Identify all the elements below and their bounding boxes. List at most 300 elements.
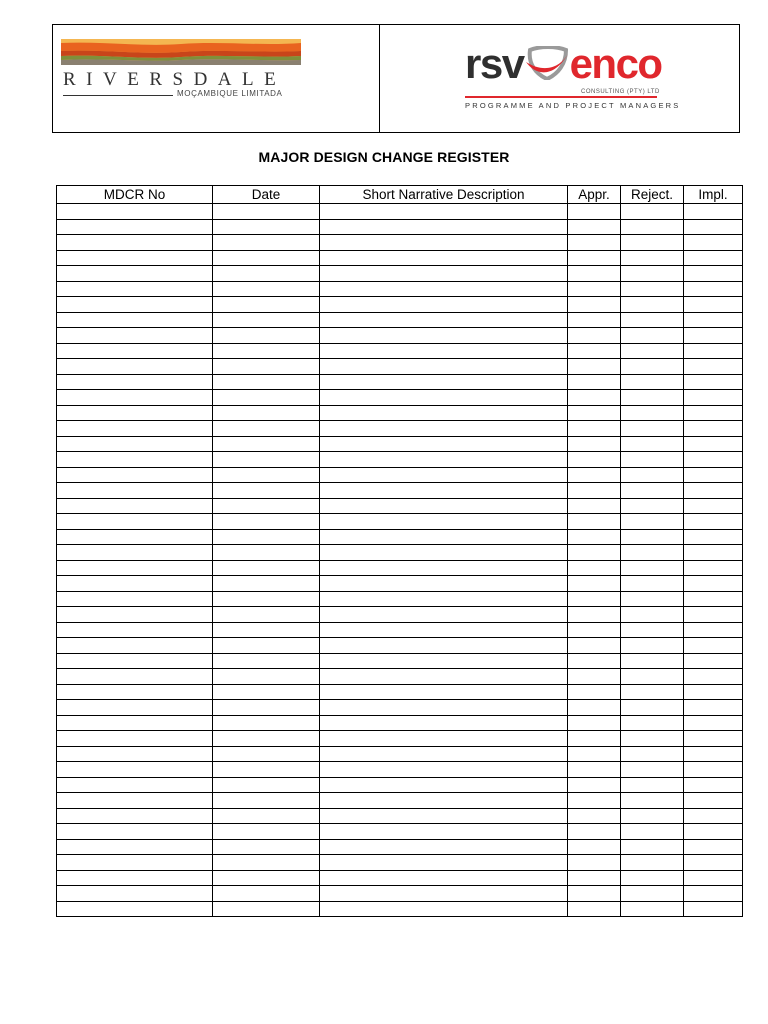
cell-description[interactable] bbox=[320, 762, 568, 778]
cell-implemented[interactable] bbox=[684, 715, 743, 731]
cell-mdcr-no[interactable] bbox=[57, 746, 213, 762]
cell-description[interactable] bbox=[320, 204, 568, 220]
cell-mdcr-no[interactable] bbox=[57, 281, 213, 297]
cell-rejected[interactable] bbox=[621, 312, 684, 328]
cell-implemented[interactable] bbox=[684, 514, 743, 530]
cell-approved[interactable] bbox=[568, 219, 621, 235]
cell-mdcr-no[interactable] bbox=[57, 483, 213, 499]
cell-description[interactable] bbox=[320, 793, 568, 809]
cell-implemented[interactable] bbox=[684, 886, 743, 902]
cell-date[interactable] bbox=[213, 297, 320, 313]
cell-date[interactable] bbox=[213, 235, 320, 251]
cell-rejected[interactable] bbox=[621, 793, 684, 809]
cell-date[interactable] bbox=[213, 467, 320, 483]
cell-date[interactable] bbox=[213, 762, 320, 778]
cell-mdcr-no[interactable] bbox=[57, 390, 213, 406]
cell-date[interactable] bbox=[213, 653, 320, 669]
cell-approved[interactable] bbox=[568, 576, 621, 592]
table-row bbox=[57, 808, 743, 824]
cell-approved[interactable] bbox=[568, 312, 621, 328]
cell-mdcr-no[interactable] bbox=[57, 421, 213, 437]
cell-rejected[interactable] bbox=[621, 359, 684, 375]
cell-mdcr-no[interactable] bbox=[57, 731, 213, 747]
cell-mdcr-no[interactable] bbox=[57, 855, 213, 871]
cell-date[interactable] bbox=[213, 591, 320, 607]
cell-date[interactable] bbox=[213, 390, 320, 406]
cell-approved[interactable] bbox=[568, 777, 621, 793]
cell-approved[interactable] bbox=[568, 467, 621, 483]
cell-implemented[interactable] bbox=[684, 498, 743, 514]
cell-description[interactable] bbox=[320, 653, 568, 669]
cell-description[interactable] bbox=[320, 483, 568, 499]
cell-mdcr-no[interactable] bbox=[57, 622, 213, 638]
cell-description[interactable] bbox=[320, 529, 568, 545]
cell-approved[interactable] bbox=[568, 281, 621, 297]
cell-mdcr-no[interactable] bbox=[57, 901, 213, 917]
cell-date[interactable] bbox=[213, 266, 320, 282]
cell-mdcr-no[interactable] bbox=[57, 591, 213, 607]
cell-date[interactable] bbox=[213, 529, 320, 545]
cell-approved[interactable] bbox=[568, 560, 621, 576]
cell-approved[interactable] bbox=[568, 483, 621, 499]
cell-approved[interactable] bbox=[568, 669, 621, 685]
cell-date[interactable] bbox=[213, 421, 320, 437]
rsvenco-logo bbox=[465, 40, 681, 118]
cell-rejected[interactable] bbox=[621, 514, 684, 530]
cell-rejected[interactable] bbox=[621, 281, 684, 297]
cell-rejected[interactable] bbox=[621, 591, 684, 607]
cell-implemented[interactable] bbox=[684, 793, 743, 809]
cell-mdcr-no[interactable] bbox=[57, 762, 213, 778]
cell-rejected[interactable] bbox=[621, 374, 684, 390]
cell-approved[interactable] bbox=[568, 715, 621, 731]
cell-approved[interactable] bbox=[568, 808, 621, 824]
cell-implemented[interactable] bbox=[684, 467, 743, 483]
cell-description[interactable] bbox=[320, 250, 568, 266]
cell-approved[interactable] bbox=[568, 405, 621, 421]
cell-rejected[interactable] bbox=[621, 653, 684, 669]
cell-implemented[interactable] bbox=[684, 545, 743, 561]
cell-mdcr-no[interactable] bbox=[57, 560, 213, 576]
cell-rejected[interactable] bbox=[621, 622, 684, 638]
cell-implemented[interactable] bbox=[684, 312, 743, 328]
cell-description[interactable] bbox=[320, 684, 568, 700]
cell-rejected[interactable] bbox=[621, 855, 684, 871]
cell-date[interactable] bbox=[213, 886, 320, 902]
cell-rejected[interactable] bbox=[621, 576, 684, 592]
cell-description[interactable] bbox=[320, 607, 568, 623]
cell-implemented[interactable] bbox=[684, 297, 743, 313]
cell-date[interactable] bbox=[213, 793, 320, 809]
cell-description[interactable] bbox=[320, 266, 568, 282]
cell-date[interactable] bbox=[213, 514, 320, 530]
cell-rejected[interactable] bbox=[621, 467, 684, 483]
cell-implemented[interactable] bbox=[684, 250, 743, 266]
cell-date[interactable] bbox=[213, 560, 320, 576]
cell-rejected[interactable] bbox=[621, 762, 684, 778]
cell-rejected[interactable] bbox=[621, 808, 684, 824]
cell-description[interactable] bbox=[320, 467, 568, 483]
cell-mdcr-no[interactable] bbox=[57, 576, 213, 592]
cell-implemented[interactable] bbox=[684, 684, 743, 700]
cell-implemented[interactable] bbox=[684, 405, 743, 421]
cell-implemented[interactable] bbox=[684, 901, 743, 917]
cell-mdcr-no[interactable] bbox=[57, 684, 213, 700]
table-row bbox=[57, 669, 743, 685]
cell-implemented[interactable] bbox=[684, 746, 743, 762]
cell-date[interactable] bbox=[213, 219, 320, 235]
cell-rejected[interactable] bbox=[621, 715, 684, 731]
cell-description[interactable] bbox=[320, 374, 568, 390]
cell-approved[interactable] bbox=[568, 591, 621, 607]
cell-description[interactable] bbox=[320, 390, 568, 406]
cell-rejected[interactable] bbox=[621, 700, 684, 716]
cell-date[interactable] bbox=[213, 328, 320, 344]
cell-date[interactable] bbox=[213, 870, 320, 886]
cell-implemented[interactable] bbox=[684, 777, 743, 793]
cell-mdcr-no[interactable] bbox=[57, 545, 213, 561]
cell-implemented[interactable] bbox=[684, 343, 743, 359]
cell-approved[interactable] bbox=[568, 250, 621, 266]
cell-implemented[interactable] bbox=[684, 808, 743, 824]
cell-date[interactable] bbox=[213, 312, 320, 328]
cell-date[interactable] bbox=[213, 824, 320, 840]
cell-approved[interactable] bbox=[568, 607, 621, 623]
cell-mdcr-no[interactable] bbox=[57, 839, 213, 855]
table-row bbox=[57, 467, 743, 483]
cell-approved[interactable] bbox=[568, 343, 621, 359]
cell-description[interactable] bbox=[320, 700, 568, 716]
cell-mdcr-no[interactable] bbox=[57, 266, 213, 282]
cell-date[interactable] bbox=[213, 452, 320, 468]
cell-date[interactable] bbox=[213, 405, 320, 421]
cell-rejected[interactable] bbox=[621, 343, 684, 359]
cell-approved[interactable] bbox=[568, 359, 621, 375]
cell-mdcr-no[interactable] bbox=[57, 529, 213, 545]
cell-description[interactable] bbox=[320, 235, 568, 251]
cell-approved[interactable] bbox=[568, 839, 621, 855]
cell-date[interactable] bbox=[213, 281, 320, 297]
cell-mdcr-no[interactable] bbox=[57, 374, 213, 390]
cell-date[interactable] bbox=[213, 715, 320, 731]
cell-description[interactable] bbox=[320, 297, 568, 313]
cell-date[interactable] bbox=[213, 777, 320, 793]
cell-mdcr-no[interactable] bbox=[57, 359, 213, 375]
cell-description[interactable] bbox=[320, 808, 568, 824]
cell-rejected[interactable] bbox=[621, 498, 684, 514]
cell-rejected[interactable] bbox=[621, 529, 684, 545]
cell-date[interactable] bbox=[213, 374, 320, 390]
cell-date[interactable] bbox=[213, 250, 320, 266]
cell-approved[interactable] bbox=[568, 886, 621, 902]
cell-mdcr-no[interactable] bbox=[57, 715, 213, 731]
cell-mdcr-no[interactable] bbox=[57, 312, 213, 328]
cell-description[interactable] bbox=[320, 855, 568, 871]
cell-description[interactable] bbox=[320, 436, 568, 452]
cell-approved[interactable] bbox=[568, 235, 621, 251]
riversdale-logo bbox=[61, 37, 306, 117]
cell-mdcr-no[interactable] bbox=[57, 870, 213, 886]
cell-approved[interactable] bbox=[568, 731, 621, 747]
cell-approved[interactable] bbox=[568, 374, 621, 390]
cell-date[interactable] bbox=[213, 638, 320, 654]
table-row bbox=[57, 700, 743, 716]
cell-description[interactable] bbox=[320, 669, 568, 685]
cell-date[interactable] bbox=[213, 700, 320, 716]
cell-approved[interactable] bbox=[568, 328, 621, 344]
cell-implemented[interactable] bbox=[684, 839, 743, 855]
cell-rejected[interactable] bbox=[621, 824, 684, 840]
cell-description[interactable] bbox=[320, 219, 568, 235]
table-row bbox=[57, 746, 743, 762]
cell-description[interactable] bbox=[320, 452, 568, 468]
register-body bbox=[57, 204, 743, 917]
cell-description[interactable] bbox=[320, 715, 568, 731]
cell-implemented[interactable] bbox=[684, 235, 743, 251]
cell-rejected[interactable] bbox=[621, 421, 684, 437]
cell-rejected[interactable] bbox=[621, 235, 684, 251]
cell-description[interactable] bbox=[320, 343, 568, 359]
cell-description[interactable] bbox=[320, 359, 568, 375]
cell-mdcr-no[interactable] bbox=[57, 886, 213, 902]
cell-approved[interactable] bbox=[568, 514, 621, 530]
cell-implemented[interactable] bbox=[684, 204, 743, 220]
cell-mdcr-no[interactable] bbox=[57, 452, 213, 468]
cell-mdcr-no[interactable] bbox=[57, 235, 213, 251]
cell-date[interactable] bbox=[213, 576, 320, 592]
cell-rejected[interactable] bbox=[621, 436, 684, 452]
cell-description[interactable] bbox=[320, 622, 568, 638]
cell-mdcr-no[interactable] bbox=[57, 467, 213, 483]
cell-approved[interactable] bbox=[568, 793, 621, 809]
cell-mdcr-no[interactable] bbox=[57, 436, 213, 452]
cell-description[interactable] bbox=[320, 421, 568, 437]
cell-description[interactable] bbox=[320, 405, 568, 421]
cell-mdcr-no[interactable] bbox=[57, 328, 213, 344]
cell-mdcr-no[interactable] bbox=[57, 808, 213, 824]
cell-description[interactable] bbox=[320, 839, 568, 855]
cell-rejected[interactable] bbox=[621, 886, 684, 902]
cell-mdcr-no[interactable] bbox=[57, 250, 213, 266]
table-row bbox=[57, 824, 743, 840]
cell-approved[interactable] bbox=[568, 638, 621, 654]
table-row bbox=[57, 576, 743, 592]
cell-rejected[interactable] bbox=[621, 870, 684, 886]
cell-approved[interactable] bbox=[568, 545, 621, 561]
cell-implemented[interactable] bbox=[684, 638, 743, 654]
cell-description[interactable] bbox=[320, 560, 568, 576]
cell-date[interactable] bbox=[213, 436, 320, 452]
cell-implemented[interactable] bbox=[684, 700, 743, 716]
cell-implemented[interactable] bbox=[684, 653, 743, 669]
cell-approved[interactable] bbox=[568, 390, 621, 406]
cell-rejected[interactable] bbox=[621, 731, 684, 747]
cell-description[interactable] bbox=[320, 824, 568, 840]
table-row bbox=[57, 545, 743, 561]
cell-rejected[interactable] bbox=[621, 777, 684, 793]
cell-date[interactable] bbox=[213, 498, 320, 514]
cell-approved[interactable] bbox=[568, 421, 621, 437]
table-row bbox=[57, 312, 743, 328]
cell-approved[interactable] bbox=[568, 498, 621, 514]
cell-rejected[interactable] bbox=[621, 405, 684, 421]
table-row bbox=[57, 297, 743, 313]
cell-implemented[interactable] bbox=[684, 452, 743, 468]
cell-date[interactable] bbox=[213, 545, 320, 561]
cell-rejected[interactable] bbox=[621, 684, 684, 700]
cell-description[interactable] bbox=[320, 328, 568, 344]
cell-rejected[interactable] bbox=[621, 297, 684, 313]
table-row bbox=[57, 731, 743, 747]
cell-mdcr-no[interactable] bbox=[57, 638, 213, 654]
cell-mdcr-no[interactable] bbox=[57, 297, 213, 313]
cell-approved[interactable] bbox=[568, 762, 621, 778]
cell-rejected[interactable] bbox=[621, 390, 684, 406]
cell-date[interactable] bbox=[213, 684, 320, 700]
cell-mdcr-no[interactable] bbox=[57, 204, 213, 220]
cell-implemented[interactable] bbox=[684, 281, 743, 297]
cell-approved[interactable] bbox=[568, 204, 621, 220]
cell-approved[interactable] bbox=[568, 529, 621, 545]
cell-implemented[interactable] bbox=[684, 219, 743, 235]
cell-implemented[interactable] bbox=[684, 328, 743, 344]
cell-implemented[interactable] bbox=[684, 560, 743, 576]
cell-mdcr-no[interactable] bbox=[57, 777, 213, 793]
cell-implemented[interactable] bbox=[684, 762, 743, 778]
cell-rejected[interactable] bbox=[621, 901, 684, 917]
cell-date[interactable] bbox=[213, 669, 320, 685]
cell-mdcr-no[interactable] bbox=[57, 700, 213, 716]
cell-rejected[interactable] bbox=[621, 266, 684, 282]
cell-date[interactable] bbox=[213, 483, 320, 499]
cell-approved[interactable] bbox=[568, 622, 621, 638]
cell-implemented[interactable] bbox=[684, 607, 743, 623]
cell-rejected[interactable] bbox=[621, 669, 684, 685]
cell-rejected[interactable] bbox=[621, 638, 684, 654]
cell-date[interactable] bbox=[213, 901, 320, 917]
enco-text: enco bbox=[569, 40, 662, 87]
cell-approved[interactable] bbox=[568, 824, 621, 840]
cell-approved[interactable] bbox=[568, 452, 621, 468]
cell-description[interactable] bbox=[320, 514, 568, 530]
cell-rejected[interactable] bbox=[621, 839, 684, 855]
cell-approved[interactable] bbox=[568, 855, 621, 871]
cell-implemented[interactable] bbox=[684, 669, 743, 685]
cell-implemented[interactable] bbox=[684, 483, 743, 499]
cell-mdcr-no[interactable] bbox=[57, 793, 213, 809]
cell-rejected[interactable] bbox=[621, 328, 684, 344]
cell-description[interactable] bbox=[320, 312, 568, 328]
cell-implemented[interactable] bbox=[684, 870, 743, 886]
cell-date[interactable] bbox=[213, 746, 320, 762]
cell-date[interactable] bbox=[213, 855, 320, 871]
cell-implemented[interactable] bbox=[684, 622, 743, 638]
table-row bbox=[57, 250, 743, 266]
cell-description[interactable] bbox=[320, 870, 568, 886]
cell-date[interactable] bbox=[213, 808, 320, 824]
cell-rejected[interactable] bbox=[621, 250, 684, 266]
cell-date[interactable] bbox=[213, 839, 320, 855]
cell-approved[interactable] bbox=[568, 266, 621, 282]
cell-mdcr-no[interactable] bbox=[57, 219, 213, 235]
cell-approved[interactable] bbox=[568, 901, 621, 917]
cell-mdcr-no[interactable] bbox=[57, 498, 213, 514]
cell-implemented[interactable] bbox=[684, 421, 743, 437]
cell-date[interactable] bbox=[213, 731, 320, 747]
cell-description[interactable] bbox=[320, 886, 568, 902]
cell-implemented[interactable] bbox=[684, 390, 743, 406]
rsvenco-tagline: PROGRAMME AND PROJECT MANAGERS bbox=[465, 101, 681, 110]
table-row bbox=[57, 793, 743, 809]
cell-rejected[interactable] bbox=[621, 746, 684, 762]
cell-mdcr-no[interactable] bbox=[57, 343, 213, 359]
table-row bbox=[57, 653, 743, 669]
cell-implemented[interactable] bbox=[684, 855, 743, 871]
cell-implemented[interactable] bbox=[684, 529, 743, 545]
cell-description[interactable] bbox=[320, 746, 568, 762]
cell-date[interactable] bbox=[213, 622, 320, 638]
cell-approved[interactable] bbox=[568, 700, 621, 716]
cell-approved[interactable] bbox=[568, 436, 621, 452]
cell-implemented[interactable] bbox=[684, 374, 743, 390]
cell-description[interactable] bbox=[320, 638, 568, 654]
cell-approved[interactable] bbox=[568, 870, 621, 886]
landscape-band-icon bbox=[61, 39, 301, 65]
cell-implemented[interactable] bbox=[684, 731, 743, 747]
cell-rejected[interactable] bbox=[621, 204, 684, 220]
cell-implemented[interactable] bbox=[684, 591, 743, 607]
cell-description[interactable] bbox=[320, 591, 568, 607]
cell-mdcr-no[interactable] bbox=[57, 607, 213, 623]
cell-mdcr-no[interactable] bbox=[57, 653, 213, 669]
cell-rejected[interactable] bbox=[621, 560, 684, 576]
cell-description[interactable] bbox=[320, 576, 568, 592]
cell-date[interactable] bbox=[213, 359, 320, 375]
cell-mdcr-no[interactable] bbox=[57, 514, 213, 530]
cell-implemented[interactable] bbox=[684, 436, 743, 452]
cell-mdcr-no[interactable] bbox=[57, 669, 213, 685]
cell-rejected[interactable] bbox=[621, 452, 684, 468]
cell-rejected[interactable] bbox=[621, 219, 684, 235]
cell-rejected[interactable] bbox=[621, 483, 684, 499]
table-row bbox=[57, 886, 743, 902]
column-header-approved: Appr. bbox=[568, 186, 621, 204]
register-table bbox=[56, 185, 743, 917]
cell-description[interactable] bbox=[320, 731, 568, 747]
cell-description[interactable] bbox=[320, 281, 568, 297]
cell-date[interactable] bbox=[213, 204, 320, 220]
cell-implemented[interactable] bbox=[684, 824, 743, 840]
cell-approved[interactable] bbox=[568, 746, 621, 762]
cell-approved[interactable] bbox=[568, 653, 621, 669]
cell-description[interactable] bbox=[320, 498, 568, 514]
cell-date[interactable] bbox=[213, 343, 320, 359]
cell-description[interactable] bbox=[320, 545, 568, 561]
cell-date[interactable] bbox=[213, 607, 320, 623]
cell-description[interactable] bbox=[320, 901, 568, 917]
cell-rejected[interactable] bbox=[621, 607, 684, 623]
cell-mdcr-no[interactable] bbox=[57, 405, 213, 421]
cell-implemented[interactable] bbox=[684, 576, 743, 592]
cell-mdcr-no[interactable] bbox=[57, 824, 213, 840]
cell-approved[interactable] bbox=[568, 297, 621, 313]
cell-implemented[interactable] bbox=[684, 359, 743, 375]
cell-approved[interactable] bbox=[568, 684, 621, 700]
cell-implemented[interactable] bbox=[684, 266, 743, 282]
table-row bbox=[57, 622, 743, 638]
cell-description[interactable] bbox=[320, 777, 568, 793]
cell-rejected[interactable] bbox=[621, 545, 684, 561]
